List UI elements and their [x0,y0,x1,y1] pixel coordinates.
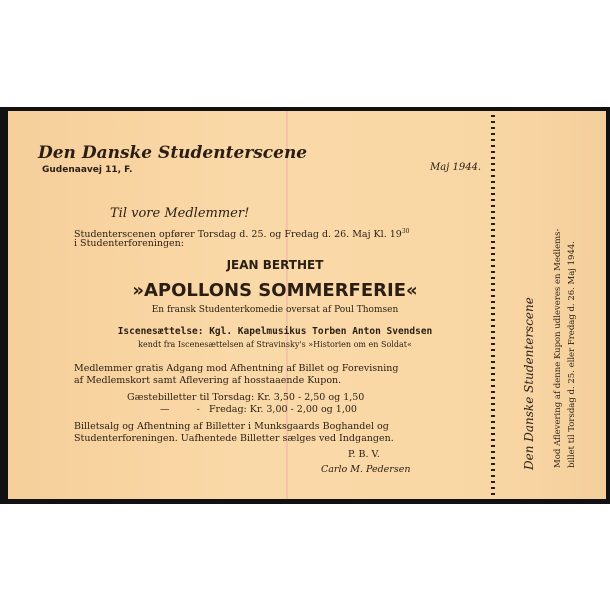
intro-line-2: i Studenterforeningen: [74,238,185,249]
greeting: Til vore Medlemmer! [110,206,250,221]
subtitle: En fransk Studenterkomedie oversat af Poul Thomsen [151,305,399,315]
time-superscript: 30 [401,228,410,235]
org-name: Den Danske Studenterscene [38,143,308,163]
signoff: P. B. V. [348,449,380,460]
sales-line-1: Billetsalg og Afhentning af Billetter i Munksgaards Boghandel og [74,421,389,432]
perforation [491,111,495,499]
direction: Iscenesættelse: Kgl. Kapelmusikus Torben Anton Svendsen [117,326,433,337]
play-title: »APOLLONS SOMMERFERIE« [132,280,418,301]
prices-friday: — - Fredag: Kr. 3,00 - 2,00 og 1,00 [160,404,357,415]
coupon-line-2: billet til Torsdag d. 25. eller Fredag d. 26. Maj 1944. [567,241,577,468]
coupon-line-1: Mod Aflevering af denne Kupon udleveres en Medlems- [553,228,563,468]
direction-note: kendt fra Iscenesættelsen af Stravinsky's »Historien om en Soldat« [138,340,412,349]
sales-line-2: Studenterforeningen. Uafhentede Billetter sælges ved Indgangen. [74,433,394,444]
date: Maj 1944. [430,162,482,173]
signature: Carlo M. Pedersen [321,464,411,475]
intro-text: Studenterscenen opfører Torsdag d. 25. og Fredag d. 26. Maj Kl. 19 [74,229,402,241]
coupon-org: Den Danske Studenterscene [522,297,536,470]
members-line-2: af Medlemskort samt Aflevering af hosstaaende Kupon. [74,375,342,386]
address: Gudenaavej 11, F. [42,165,133,175]
members-line-1: Medlemmer gratis Adgang mod Afhentning af Billet og Forevisning [74,363,399,374]
author: JEAN BERTHET [226,258,324,272]
prices-thursday: Gæstebilletter til Torsdag: Kr. 3,50 - 2,50 og 1,50 [127,392,365,403]
